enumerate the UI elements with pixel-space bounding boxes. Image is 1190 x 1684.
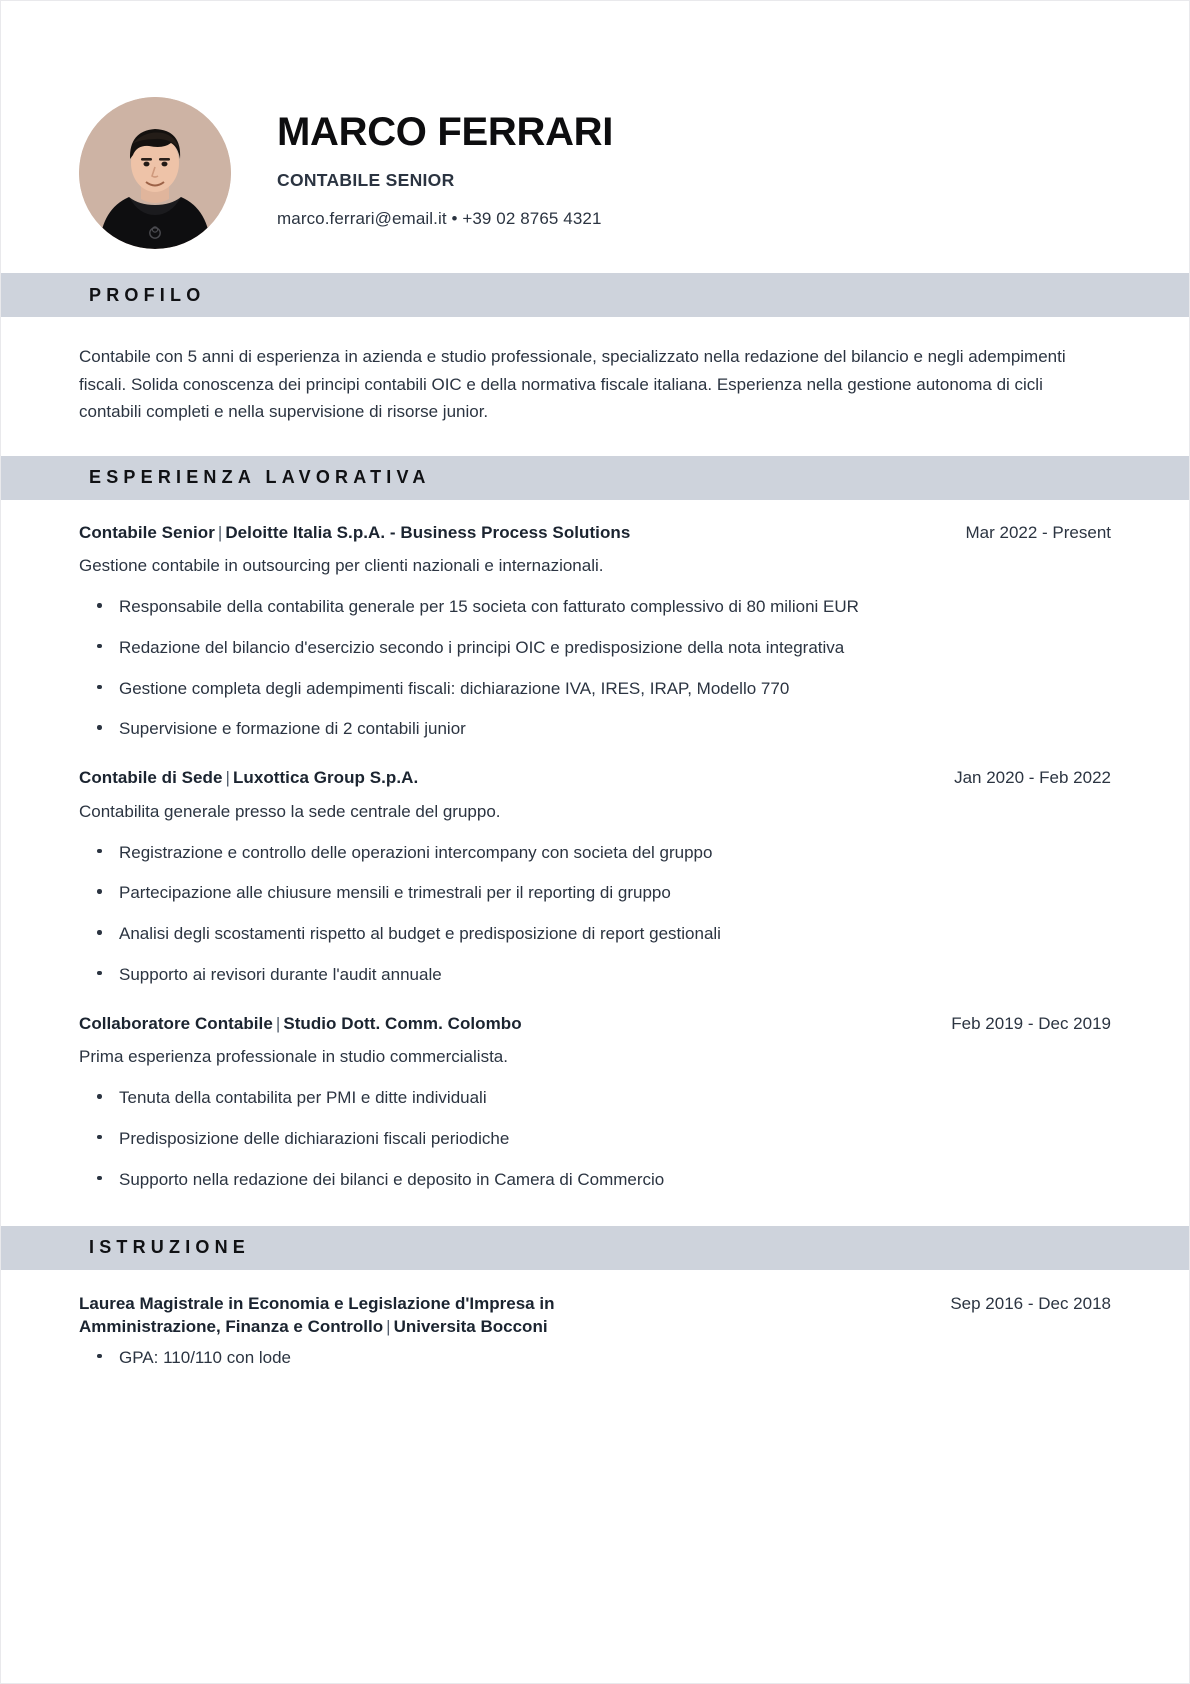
- section-heading-esperienza: ESPERIENZA LAVORATIVA: [89, 467, 431, 488]
- list-item: Supporto nella redazione dei bilanci e deposito in Camera di Commercio: [79, 1168, 1111, 1192]
- section-heading-istruzione: ISTRUZIONE: [89, 1237, 251, 1258]
- experience-list: [1, 500, 1189, 1226]
- list-item: Supporto ai revisori durante l'audit annuale: [79, 963, 1111, 987]
- section-heading-profilo: PROFILO: [89, 284, 206, 305]
- entry-degree: Laurea Magistrale in Economia e Legislazione d'Impresa in Amministrazione, Finanza e Controllo: [79, 1293, 555, 1336]
- entry-role: Contabile Senior: [79, 522, 215, 542]
- list-item: Gestione completa degli adempimenti fiscali: dichiarazione IVA, IRES, IRAP, Modello 770: [79, 677, 1111, 701]
- list-item: Tenuta della contabilita per PMI e ditte individuali: [79, 1086, 1111, 1110]
- entry-separator: |: [225, 768, 230, 788]
- list-item: Redazione del bilancio d'esercizio secondo i principi OIC e predisposizione della nota integrativa: [79, 636, 1111, 660]
- entry-date: Feb 2019 - Dec 2019: [951, 1013, 1111, 1033]
- entry-header: [79, 522, 1111, 545]
- entry-description: Contabilita generale presso la sede centrale del gruppo.: [79, 801, 501, 821]
- list-item: Supervisione e formazione di 2 contabili junior: [79, 717, 1111, 741]
- section-band-esperienza: [1, 456, 1189, 500]
- section-band-profilo: [1, 273, 1189, 317]
- contact-line: marco.ferrari@email.it • +39 02 8765 4321: [277, 208, 602, 228]
- resume-header: [1, 1, 1189, 273]
- entry-separator: |: [386, 1316, 391, 1336]
- entry-bullets: [79, 1346, 1111, 1370]
- list-item: Responsabile della contabilita generale per 15 societa con fatturato complessivo di 80 milioni EUR: [79, 595, 1111, 619]
- entry-title: [79, 522, 630, 545]
- entry-title: [79, 1292, 699, 1338]
- entry-company: Luxottica Group S.p.A.: [232, 768, 419, 788]
- entry-description: Gestione contabile in outsourcing per clienti nazionali e internazionali.: [79, 556, 604, 576]
- experience-entry: [79, 767, 1111, 987]
- entry-role: Contabile di Sede: [79, 768, 223, 788]
- education-list: [1, 1270, 1189, 1370]
- page-title: MARCO FERRARI: [277, 110, 614, 155]
- entry-date: Jan 2020 - Feb 2022: [954, 768, 1111, 788]
- entry-institution: Universita Bocconi: [393, 1316, 548, 1336]
- entry-title: [79, 1013, 522, 1036]
- avatar-photo-icon: [79, 97, 231, 249]
- entry-separator: |: [217, 522, 223, 542]
- profile-summary-text: Contabile con 5 anni di esperienza in azienda e studio professionale, specializzato nella redazione del bilancio e negli adempimenti fiscali. Solida conoscenza dei principi contabili OIC e della normativa fiscale italiana. Esperienza nella gestione autonoma di cicli contabili completi e nella supervisione di risorse junior.: [79, 347, 1066, 422]
- list-item: GPA: 110/110 con lode: [79, 1346, 1111, 1370]
- professional-title: CONTABILE SENIOR: [277, 169, 455, 190]
- header-text: [231, 111, 613, 234]
- list-item: Partecipazione alle chiusure mensili e trimestrali per il reporting di gruppo: [79, 881, 1111, 905]
- list-item: Predisposizione delle dichiarazioni fiscali periodiche: [79, 1127, 1111, 1151]
- entry-description: Prima esperienza professionale in studio commercialista.: [79, 1047, 508, 1067]
- avatar: [79, 97, 231, 249]
- experience-entry: [79, 522, 1111, 742]
- entry-company: Studio Dott. Comm. Colombo: [283, 1013, 522, 1033]
- entry-bullets: [79, 1086, 1111, 1191]
- entry-company: Deloitte Italia S.p.A. - Business Process Solutions: [225, 522, 631, 542]
- entry-header: [79, 1013, 1111, 1036]
- entry-title: [79, 767, 418, 790]
- entry-separator: |: [275, 1013, 281, 1033]
- entry-bullets: [79, 595, 1111, 741]
- education-entry: [79, 1292, 1111, 1370]
- experience-entry: [79, 1013, 1111, 1192]
- entry-header: [79, 767, 1111, 790]
- entry-date: Mar 2022 - Present: [965, 522, 1111, 542]
- section-band-istruzione: [1, 1226, 1189, 1270]
- entry-role: Collaboratore Contabile: [79, 1013, 273, 1033]
- list-item: Analisi degli scostamenti rispetto al budget e predisposizione di report gestionali: [79, 922, 1111, 946]
- list-item: Registrazione e controllo delle operazioni intercompany con societa del gruppo: [79, 841, 1111, 865]
- entry-bullets: [79, 841, 1111, 987]
- entry-header: [79, 1292, 1111, 1338]
- entry-date: Sep 2016 - Dec 2018: [950, 1293, 1111, 1313]
